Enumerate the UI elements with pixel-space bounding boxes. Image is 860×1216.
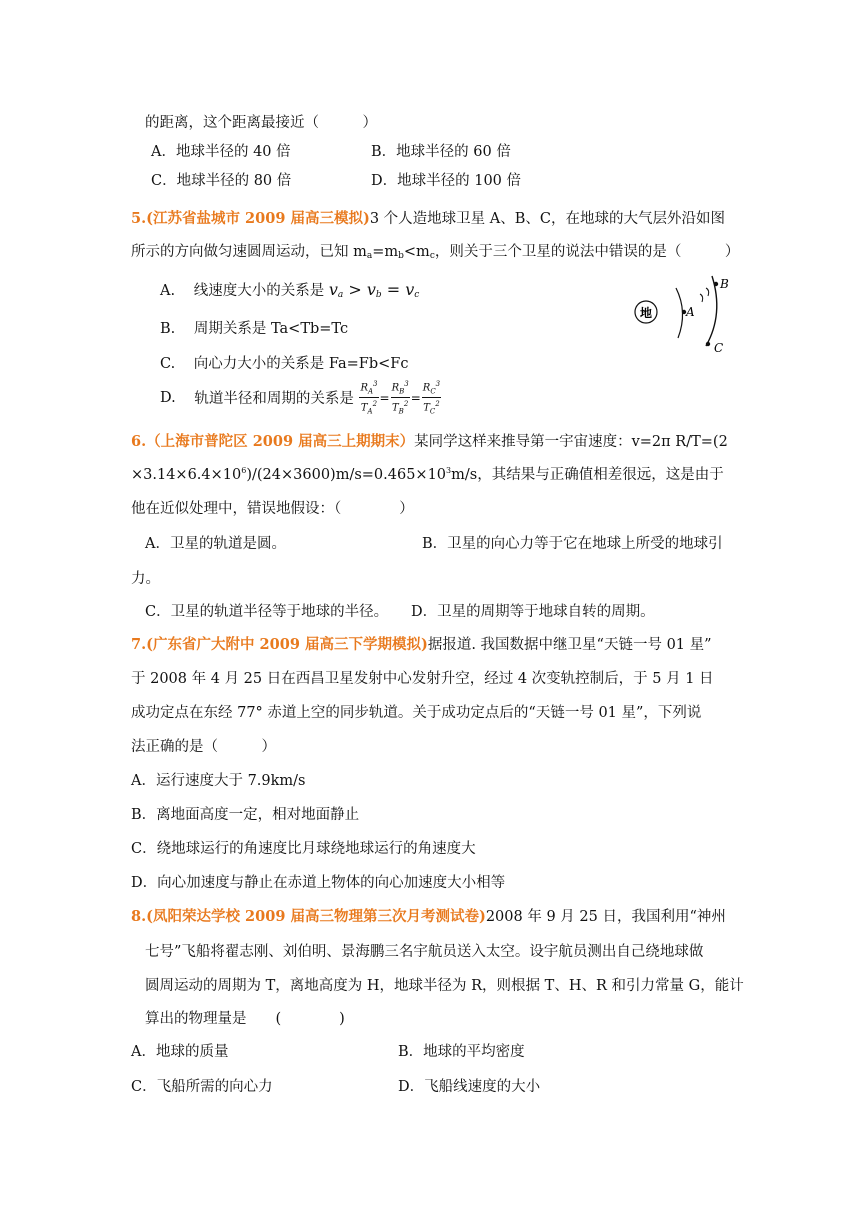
q6-source: （上海市普陀区 2009 届高三上期期末）: [146, 433, 415, 450]
q8-stem-line1: 8.(凤阳荣达学校 2009 届高三物理第三次月考测试卷)2008 年 9 月 25 日，我国利用“神州: [131, 908, 726, 925]
q5-velocity-formula: $v_a > v_b = v_c$: [328, 280, 420, 300]
q8-stem-line2: 七号”飞船将翟志刚、刘伯明、景海鹏三名宇航员送入太空。设宇航员测出自己绕地球做: [145, 944, 704, 960]
q6-option-b-line1: B．卫星的向心力等于它在地球上所受的地球引: [422, 536, 723, 552]
satellite-orbit-diagram: [628, 274, 738, 356]
q8-option-a: A．地球的质量: [131, 1044, 229, 1060]
q8-option-b: B．地球的平均密度: [398, 1044, 525, 1060]
q8-option-c: C．飞船所需的向心力: [131, 1079, 273, 1095]
q5-stem-text1: 3 个人造地球卫星 A、B、C，在地球的大气层外沿如图: [369, 211, 725, 227]
q7-option-a: A．运行速度大于 7.9km/s: [131, 773, 306, 789]
q5-fraction-a: $\frac{R_A^3}{T_A^2}$: [360, 380, 378, 416]
q6-stem-line2: $\times 3.14\times 6.4\times 10^6)/(24\times 3600)m/s=0.465\times 10^3m/s$，其结果与正确值相差很远，这是由于: [131, 466, 724, 483]
q5-fraction-c: $\frac{R_C^3}{T_C^2}$: [422, 380, 441, 416]
q7-option-c: C．绕地球运行的角速度比月球绕地球运行的角速度大: [131, 841, 476, 857]
q7-stem-line2: 于 2008 年 4 月 25 日在西昌卫星发射中心发射升空，经过 4 次变轨控制后，于 5 月 1 日: [131, 671, 714, 687]
q7-source: (广东省广大附中 2009 届高三下学期模拟): [146, 636, 428, 653]
satellite-c-label: C: [714, 341, 724, 355]
q5-option-c: C. 向心力大小的关系是 Fa=Fb<Fc: [160, 356, 409, 372]
q6-option-a: A．卫星的轨道是圆。: [145, 536, 286, 552]
q6-stem-line1: 6.（上海市普陀区 2009 届高三上期期末）某同学这样来推导第一宇宙速度：v=2π R/T=(2: [131, 433, 728, 450]
q6-stem-line3: 他在近似处理中，错误地假设：（ ）: [131, 501, 414, 517]
satellite-a-label: A: [686, 305, 695, 319]
q8-source: (凤阳荣达学校 2009 届高三物理第三次月考测试卷): [146, 908, 486, 925]
q5-number: 5.: [131, 210, 147, 227]
q8-number: 8.: [131, 908, 147, 925]
q5-stem-line2: 所示的方向做匀速圆周运动，已知 $m_a=m_b<m_c$，则关于三个卫星的说法中错误的是（ ）: [131, 244, 740, 261]
q6-number: 6.: [131, 433, 147, 450]
q8-stem-line4: 算出的物理量是 ( ): [145, 1011, 345, 1027]
satellite-b-label: B: [720, 277, 729, 291]
q7-stem-line1: 7.(广东省广大附中 2009 届高三下学期模拟)据报道. 我国数据中继卫星“天链一号 01 星”: [131, 636, 712, 653]
q5-stem-line1: [131, 207, 725, 228]
q4-option-c: C．地球半径的 80 倍: [151, 173, 292, 189]
satellite-c: [706, 342, 710, 346]
q7-number: 7.: [131, 636, 147, 653]
q7-stem-line3: 成功定点在东经 77° 赤道上空的同步轨道。关于成功定点后的“天链一号 01 星”，下列说: [131, 705, 702, 721]
q7-option-d: D．向心加速度与静止在赤道上物体的向心加速度大小相等: [131, 875, 506, 891]
direction-arrow-2: [706, 288, 709, 296]
q4-option-b: B．地球半径的 60 倍: [371, 144, 511, 160]
orbit-bc: [706, 276, 717, 346]
q8-option-d: D．飞船线速度的大小: [398, 1079, 541, 1095]
earth-label: 地: [639, 306, 653, 320]
q5-source: (江苏省盐城市 2009 届高三模拟): [146, 210, 370, 227]
q7-option-b: B．离地面高度一定，相对地面静止: [131, 807, 360, 823]
q5-option-d: D. 轨道半径和周期的关系是 $\frac{R_A^3}{T_A^2}$ = $\frac{R_B^3}{T_B^2}$ = $\frac{R_C^3}{T_C^2}$: [160, 380, 441, 416]
q5-fraction-b: $\frac{R_B^3}{T_B^2}$: [391, 380, 409, 416]
q6-option-b-line2: 力。: [131, 571, 160, 587]
q6-option-c: C．卫星的轨道半径等于地球的半径。: [145, 604, 389, 620]
q4-option-d: D．地球半径的 100 倍: [371, 173, 522, 189]
q4-option-a: A．地球半径的 40 倍: [151, 144, 291, 160]
q5-option-a: A. 线速度大小的关系是 $v_a > v_b = v_c$: [160, 280, 420, 300]
satellite-b: [714, 282, 718, 286]
q4-stem-tail: 的距离，这个距离最接近（ ）: [145, 115, 377, 131]
q5-option-b: B. 周期关系是 Ta<Tb=Tc: [160, 321, 349, 337]
direction-arrow-1: [700, 294, 703, 302]
q8-stem-line3: 圆周运动的周期为 T，离地高度为 H，地球半径为 R，则根据 T、H、R 和引力常量 G，能计: [145, 978, 744, 994]
q7-stem-line4: 法正确的是（ ）: [131, 739, 276, 755]
q6-option-d: D．卫星的周期等于地球自转的周期。: [411, 604, 655, 620]
orbit-a: [676, 288, 683, 338]
